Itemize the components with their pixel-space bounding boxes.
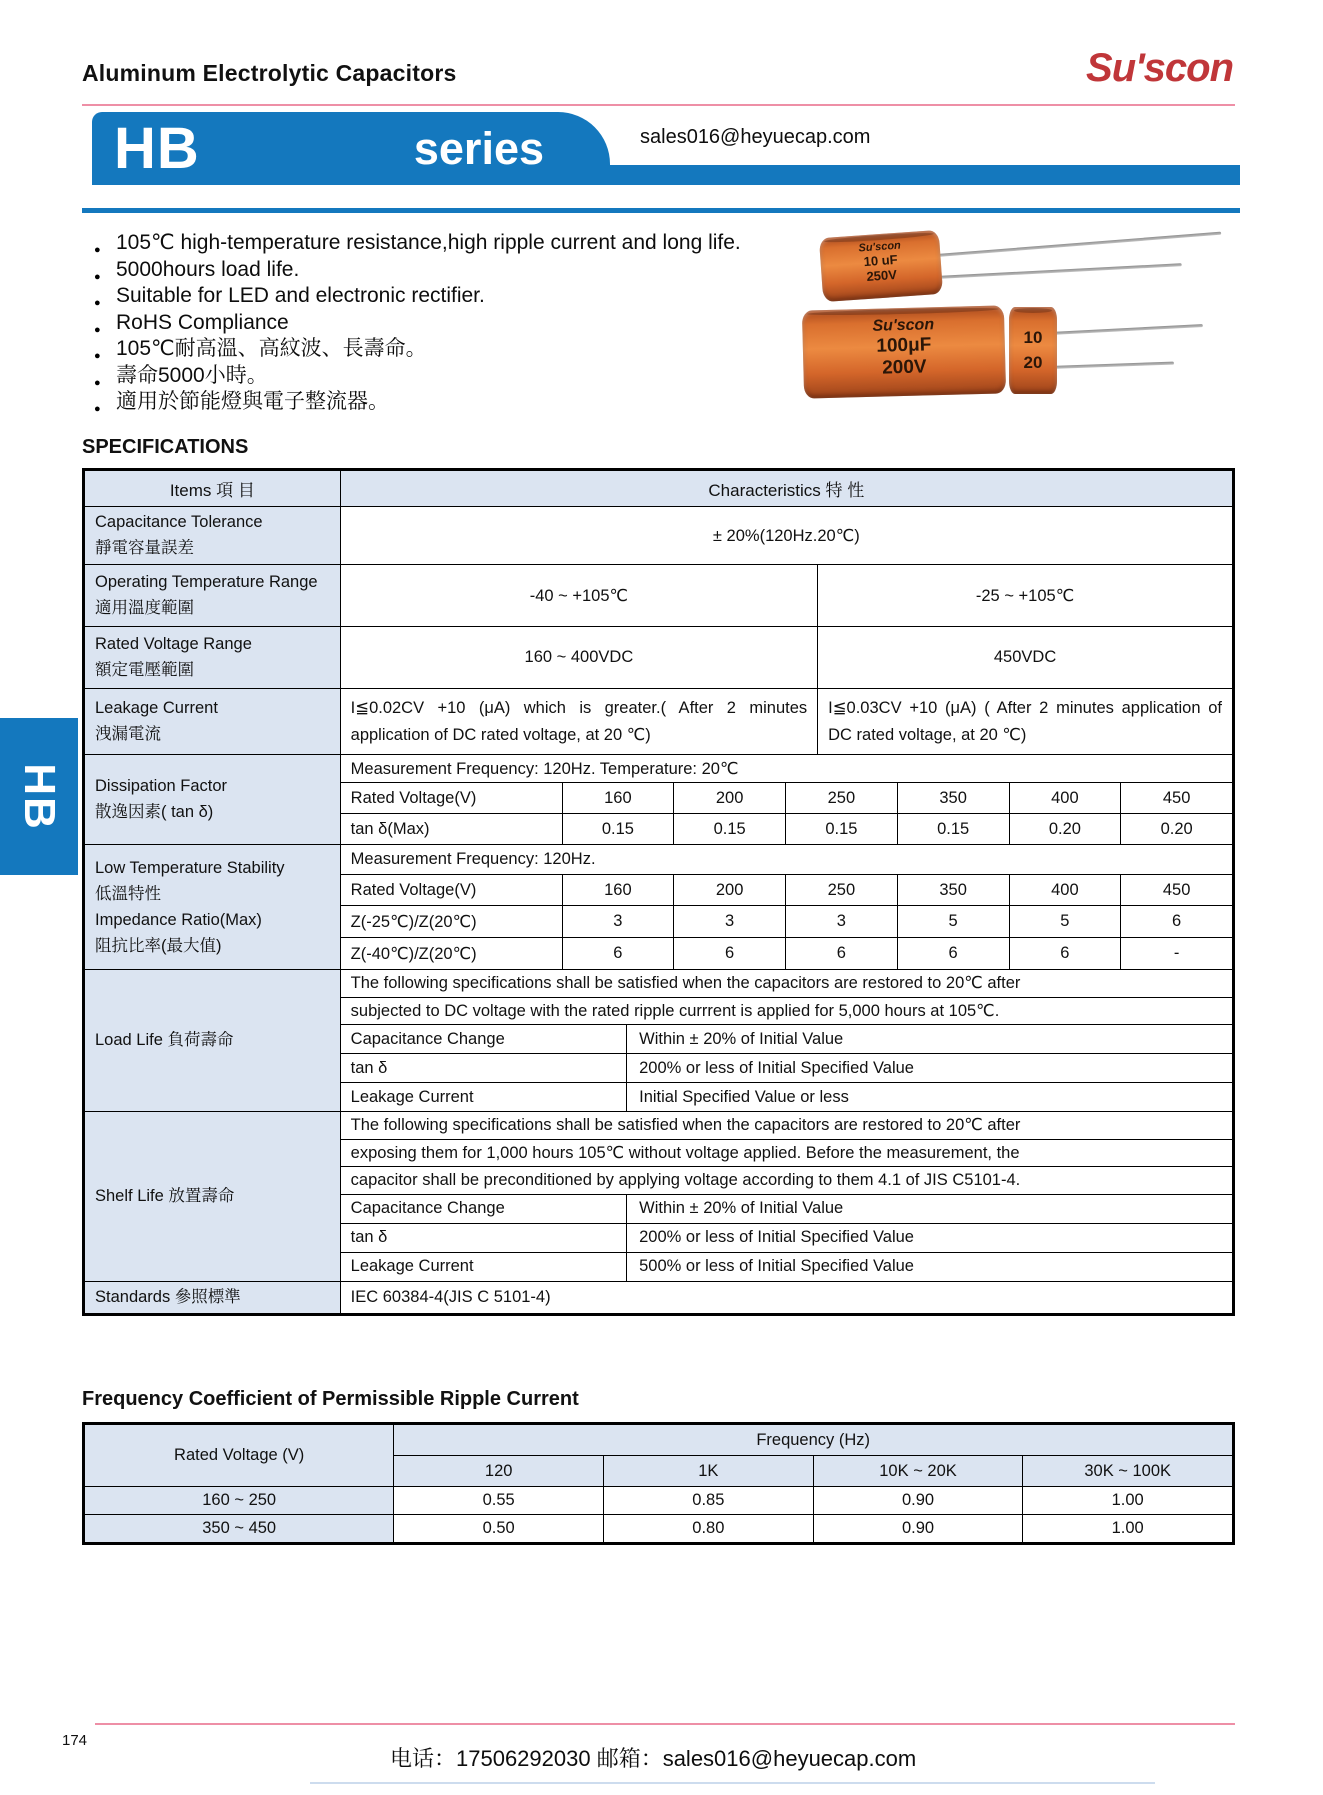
voltage-range-cell: 350 ~ 450 [85, 1515, 394, 1542]
header-divider [82, 104, 1235, 106]
voltage-cell: 350 [898, 875, 1010, 905]
criteria-value: Initial Specified Value or less [639, 1087, 849, 1106]
voltage-cell: 450 [1162, 788, 1191, 807]
row-value-right: 450VDC [993, 648, 1057, 666]
capacitor-lead [937, 263, 1182, 279]
criteria-value: Within ± 20% of Initial Value [639, 1199, 844, 1217]
feature-item: ● Suitable for LED and electronic rectifier. [92, 283, 792, 310]
criteria-item: tan δ [341, 1054, 627, 1082]
footer-divider [95, 1723, 1235, 1725]
voltage-cell: 160 [563, 783, 675, 813]
feature-item: ● 壽命5000小時。 [92, 363, 792, 390]
row-label: Standards 參照標準 [95, 1287, 241, 1306]
voltage-cell: 200 [674, 875, 786, 905]
coefficient-cell: 0.55 [394, 1487, 604, 1514]
row-label-en: Impedance Ratio(Max) [95, 910, 262, 929]
footer-page-number: 174 [62, 1732, 88, 1749]
row-label-zh: 低溫特性 [95, 884, 161, 903]
row-value-left: 160 ~ 400VDC [341, 627, 818, 688]
capacitor-image-small [819, 230, 943, 302]
measurement-note: Measurement Frequency: 120Hz. [350, 850, 596, 868]
capacitor-voltage: 200V [881, 356, 927, 379]
sub-label: Z(-25℃)/Z(20℃) [341, 906, 563, 937]
impedance-cell: 6 [563, 938, 675, 969]
capacitor-brand: Su'scon [858, 239, 902, 255]
tan-value-cell: 0.15 [898, 814, 1010, 844]
row-label: Shelf Life 放置壽命 [95, 1186, 235, 1205]
shelf-life-note [341, 1112, 1232, 1194]
criteria-value: Within ± 20% of Initial Value [639, 1029, 844, 1048]
capacitor-label: 10 [1023, 328, 1043, 347]
impedance-cell: 6 [898, 938, 1010, 969]
row-label-en: Low Temperature Stability [95, 858, 285, 877]
frequency-heading: Frequency Coefficient of Permissible Ripple Current [82, 1388, 579, 1410]
spec-row-capacitance-tolerance [85, 506, 1232, 564]
col-header-characteristics: Characteristics 特 性 [341, 471, 1232, 506]
capacitor-label: 20 [1023, 353, 1043, 372]
page-title: Aluminum Electrolytic Capacitors [82, 60, 457, 86]
voltage-cell: 350 [898, 783, 1010, 813]
header-email: sales016@heyuecap.com [640, 126, 871, 148]
brand-logo: Su'scon [1086, 46, 1233, 90]
frequency-column-header: 30K ~ 100K [1084, 1461, 1172, 1480]
impedance-cell: 3 [563, 906, 675, 937]
series-label: series [413, 123, 544, 174]
side-tab-series [0, 718, 78, 875]
feature-item: ● RoHS Compliance [92, 310, 792, 337]
criteria-item: tan δ [341, 1224, 627, 1252]
impedance-cell: 3 [786, 906, 898, 937]
criteria-value: 500% or less of Initial Specified Value [639, 1257, 914, 1275]
row-label-zh: 洩漏電流 [95, 725, 161, 743]
row-value-left: -40 ~ +105℃ [341, 565, 818, 626]
capacitor-lead [1048, 362, 1174, 369]
criteria-value: 200% or less of Initial Specified Value [639, 1058, 914, 1077]
tan-value-cell: 0.15 [563, 814, 675, 844]
feature-item: ● 適用於節能燈與電子整流器。 [92, 389, 792, 416]
row-value-right: -25 ~ +105℃ [975, 586, 1075, 605]
voltage-cell: 250 [786, 783, 898, 813]
row-label: Load Life 負荷壽命 [95, 1031, 234, 1049]
feature-list [92, 230, 792, 416]
voltage-cell: 200 [674, 783, 786, 813]
note-line: The following specifications shall be satisfied when the capacitors are restored to 20℃ after [341, 1112, 1232, 1140]
tan-value-cell: 0.20 [1160, 819, 1193, 838]
series-banner [92, 112, 610, 185]
capacitor-image-partial [1009, 307, 1057, 394]
spec-row-load-life [85, 969, 1232, 1111]
row-label-en: Dissipation Factor [95, 777, 228, 795]
row-label-zh: 散逸因素( tan δ) [95, 803, 214, 821]
rated-voltage-header: Rated Voltage (V) [85, 1425, 394, 1486]
tan-value-cell: 0.15 [786, 814, 898, 844]
capacitor-capacitance: 10 uF [863, 251, 899, 270]
frequency-column-header: 1K [604, 1456, 814, 1486]
row-label-en: Operating Temperature Range [95, 573, 318, 591]
spec-row-low-temperature [85, 844, 1232, 969]
measurement-note: Measurement Frequency: 120Hz. Temperature: 20℃ [350, 759, 739, 778]
banner-strip [560, 165, 1240, 185]
coefficient-cell: 0.80 [604, 1515, 814, 1542]
voltage-range-cell: 160 ~ 250 [85, 1487, 394, 1514]
col-header-items: Items 項 目 [85, 471, 341, 506]
voltage-cell: 160 [563, 875, 675, 905]
capacitor-voltage: 250V [865, 266, 898, 285]
coefficient-cell: 0.50 [394, 1515, 604, 1542]
frequency-row [85, 1486, 1232, 1514]
feature-item: ● 5000hours load life. [92, 257, 792, 284]
voltage-cell: 400 [1010, 875, 1122, 905]
coefficient-cell: 0.90 [814, 1487, 1024, 1514]
capacitor-lead [937, 232, 1221, 257]
sub-label: Rated Voltage(V) [341, 875, 563, 905]
row-value: IEC 60384-4(JIS C 5101-4) [350, 1287, 551, 1306]
criteria-item: Leakage Current [341, 1083, 627, 1111]
footer-contact[interactable]: 电话：17506292030 邮箱：sales016@heyuecap.com [390, 1746, 917, 1771]
note-line: subjected to DC voltage with the rated ripple currrent is applied for 5,000 hours at 105℃. [350, 1001, 1000, 1020]
voltage-cell: 250 [786, 875, 898, 905]
criteria-value: 200% or less of Initial Specified Value [639, 1228, 914, 1246]
impedance-cell: 5 [898, 906, 1010, 937]
spec-row-operating-temperature [85, 564, 1232, 626]
feature-item: ● 105℃耐高溫、高紋波、長壽命。 [92, 336, 792, 363]
row-label-zh: 靜電容量誤差 [95, 539, 194, 557]
row-label-zh: 額定電壓範圍 [95, 661, 194, 679]
coefficient-cell: 1.00 [1023, 1515, 1232, 1542]
capacitor-capacitance: 100μF [876, 334, 932, 357]
section-divider [82, 208, 1240, 213]
note-line: capacitor shall be preconditioned by applying voltage according to them 4.1 of JIS C5101-4. [350, 1171, 1021, 1189]
voltage-cell: 450 [1162, 880, 1191, 899]
row-value-right: I≦0.03CV +10 (μA) ( After 2 minutes application of DC rated voltage, at 20 ℃) [828, 698, 1222, 744]
row-label-en: Rated Voltage Range [95, 635, 252, 653]
frequency-row [85, 1514, 1232, 1542]
spec-row-dissipation-factor [85, 754, 1232, 844]
spec-row-standards [85, 1281, 1232, 1313]
row-label-zh: 阻抗比率(最大值) [95, 936, 222, 955]
tan-value-cell: 0.15 [674, 814, 786, 844]
capacitor-image-large [802, 305, 1006, 398]
impedance-cell: 6 [786, 938, 898, 969]
series-code: HB [114, 115, 200, 181]
note-line: The following specifications shall be satisfied when the capacitors are restored to 20℃ after [341, 970, 1232, 998]
coefficient-cell: 0.85 [604, 1487, 814, 1514]
sub-label: Rated Voltage(V) [341, 783, 563, 813]
frequency-group-header: Frequency (Hz) [394, 1425, 1232, 1456]
note-line: exposing them for 1,000 hours 105℃ without voltage applied. Before the measurement, the [341, 1140, 1232, 1168]
spec-header-row [85, 471, 1232, 506]
criteria-item: Leakage Current [341, 1253, 627, 1281]
impedance-cell: 6 [1010, 938, 1122, 969]
spec-row-rated-voltage-range [85, 626, 1232, 688]
capacitor-brand: Su'scon [872, 316, 935, 335]
footer-link-underline [310, 1782, 1155, 1784]
frequency-column-header: 120 [394, 1456, 604, 1486]
criteria-item: Capacitance Change [341, 1025, 627, 1053]
side-tab-label: HB [15, 762, 64, 831]
criteria-item: Capacitance Change [341, 1195, 627, 1223]
impedance-cell: 6 [674, 938, 786, 969]
specifications-heading: SPECIFICATIONS [82, 436, 249, 458]
frequency-column-header: 10K ~ 20K [814, 1456, 1024, 1486]
row-label-en: Capacitance Tolerance [95, 513, 263, 531]
coefficient-cell: 1.00 [1023, 1487, 1232, 1514]
impedance-cell: 5 [1010, 906, 1122, 937]
impedance-cell: - [1173, 944, 1180, 962]
sub-label: Z(-40℃)/Z(20℃) [341, 938, 563, 969]
coefficient-cell: 0.90 [814, 1515, 1024, 1542]
capacitor-lead [1051, 324, 1203, 335]
sub-label: tan δ(Max) [341, 814, 563, 844]
voltage-cell: 400 [1010, 783, 1122, 813]
frequency-table [82, 1422, 1235, 1545]
row-label-zh: 適用溫度範圍 [95, 599, 194, 617]
row-value-left: I≦0.02CV +10 (μA) which is greater.( After 2 minutes application of DC rated voltage, at 20 ℃) [341, 689, 818, 754]
impedance-cell: 3 [674, 906, 786, 937]
specifications-table [82, 468, 1235, 1316]
product-photo [795, 220, 1240, 398]
feature-item: ● 105℃ high-temperature resistance,high ripple current and long life. [92, 230, 792, 257]
spec-row-shelf-life [85, 1111, 1232, 1281]
tan-value-cell: 0.20 [1010, 814, 1122, 844]
spec-row-leakage-current [85, 688, 1232, 754]
impedance-cell: 6 [1172, 912, 1182, 930]
row-label-en: Leakage Current [95, 699, 218, 717]
load-life-note [341, 970, 1232, 1024]
frequency-table-header [85, 1425, 1232, 1486]
row-value: ± 20%(120Hz.20℃) [712, 526, 860, 545]
